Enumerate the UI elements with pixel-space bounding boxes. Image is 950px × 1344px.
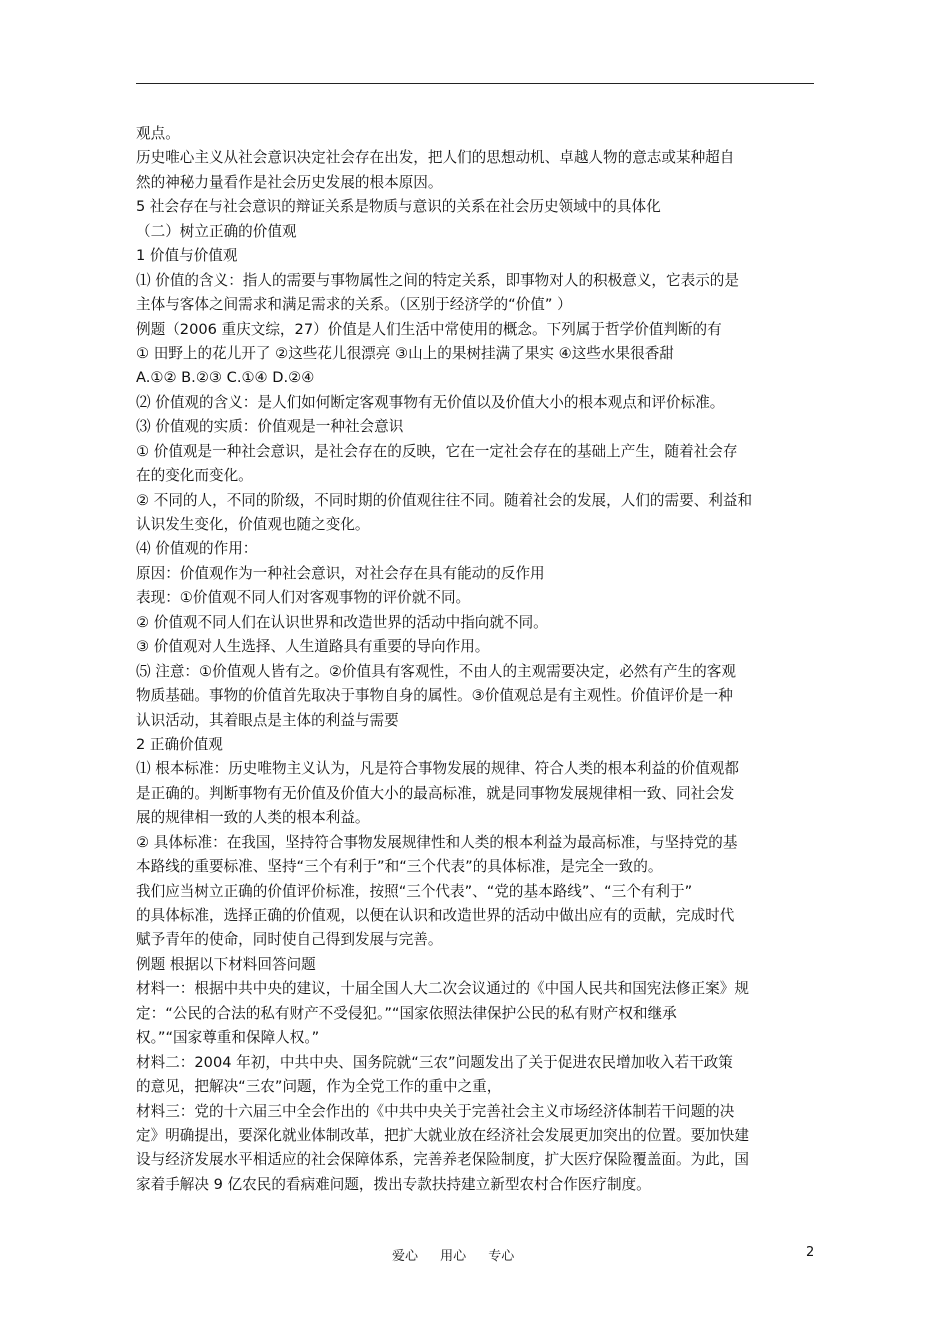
text-line: ② 不同的人，不同的阶级，不同时期的价值观往往不同。随着社会的发展，人们的需要、利益和 [136, 491, 753, 509]
text-line: 2 正确价值观 [136, 735, 223, 753]
text-line: 表现：①价值观不同人们对客观事物的评价就不同。 [136, 589, 471, 607]
text-line: ⑵ 价值观的含义：是人们如何断定客观事物有无价值以及价值大小的根本观点和评价标准。 [136, 393, 725, 411]
text-line: 例题（2006 重庆文综，27）价值是人们生活中常使用的概念。下列属于哲学价值判断的有 [136, 320, 722, 338]
text-line: 观点。 [136, 125, 180, 142]
footer-motto: 爱心 用心 专心 [392, 1249, 515, 1264]
text-line: 认识发生变化，价值观也随之变化。 [136, 516, 370, 533]
text-line: 的具体标准，选择正确的价值观，以便在认识和改造世界的活动中做出应有的贡献，完成时代 [136, 907, 735, 924]
text-line: ⑶ 价值观的实质：价值观是一种社会意识 [136, 418, 404, 436]
text-line: 的意见，把解决“三农”问题，作为全党工作的重中之重， [136, 1078, 502, 1096]
text-line: ⑷ 价值观的作用： [136, 540, 258, 558]
text-line: 我们应当树立正确的价值评价标准，按照“三个代表”、“党的基本路线”、“三个有利于” [136, 882, 693, 900]
page-number: 2 [806, 1245, 815, 1260]
text-line: ② 价值观不同人们在认识世界和改造世界的活动中指向就不同。 [136, 613, 548, 631]
text-line: 材料二：2004 年初，中共中央、国务院就“三农”问题发出了关于促进农民增加收入若干政策 [136, 1053, 733, 1071]
text-line: 主体与客体之间需求和满足需求的关系。（区别于经济学的“价值” ） [136, 296, 572, 314]
text-line: ⑴ 根本标准：历史唯物主义认为，凡是符合事物发展的规律、符合人类的根本利益的价值观都 [136, 760, 739, 778]
text-line: 在的变化而变化。 [136, 467, 253, 485]
text-line: 物质基础。事物的价值首先取决于事物自身的属性。③价值观总是有主观性。价值评价是一种 [136, 687, 733, 705]
text-line: 例题 根据以下材料回答问题 [136, 955, 316, 973]
text-line: 材料三：党的十六届三中全会作出的《中共中央关于完善社会主义市场经济体制若干问题的决 [136, 1102, 735, 1120]
text-line: ② 具体标准：在我国，坚持符合事物发展规律性和人类的根本利益为最高标准，与坚持党的基 [136, 833, 738, 851]
text-line: ① 价值观是一种社会意识，是社会存在的反映，它在一定社会存在的基础上产生，随着社会存 [136, 442, 738, 460]
text-line: 设与经济发展水平相适应的社会保障体系，完善养老保险制度，扩大医疗保险覆盖面。为此，国 [136, 1151, 749, 1169]
text-line: 历史唯心主义从社会意识决定社会存在出发，把人们的思想动机、卓越人物的意志或某种超自 [136, 149, 735, 167]
text-line: 1 价值与价值观 [136, 247, 238, 265]
text-line: 展的规律相一致的人类的根本利益。 [136, 809, 370, 827]
text-line: 认识活动，其着眼点是主体的利益与需要 [136, 711, 399, 729]
text-line: 然的神秘力量看作是社会历史发展的根本原因。 [136, 173, 443, 191]
text-line: 定：“公民的合法的私有财产不受侵犯。”“国家依照法律保护公民的私有财产权和继承 [136, 1004, 677, 1022]
text-line: 本路线的重要标准、坚持“三个有利于”和“三个代表”的具体标准，是完全一致的。 [136, 858, 663, 876]
text-line: 赋予青年的使命，同时使自己得到发展与完善。 [136, 931, 443, 949]
text-line: （二）树立正确的价值观 [136, 222, 297, 240]
text-line: 定》明确提出，要深化就业体制改革，把扩大就业放在经济社会发展更加突出的位置。要加快建 [136, 1126, 749, 1144]
header-rule [136, 83, 814, 84]
text-line: ⑸ 注意：①价值观人皆有之。②价值具有客观性，不由人的主观需要决定，必然有产生的客观 [136, 662, 736, 680]
text-line: 原因：价值观作为一种社会意识，对社会存在具有能动的反作用 [136, 564, 545, 582]
text-line: 权。”“国家尊重和保障人权。” [136, 1029, 320, 1047]
text-line: 家着手解决 9 亿农民的看病难问题，拨出专款扶持建立新型农村合作医疗制度。 [136, 1175, 651, 1193]
text-line: 5 社会存在与社会意识的辩证关系是物质与意识的关系在社会历史领域中的具体化 [136, 198, 661, 216]
text-line: ③ 价值观对人生选择、人生道路具有重要的导向作用。 [136, 638, 490, 656]
text-line: ① 田野上的花儿开了 ②这些花儿很漂亮 ③山上的果树挂满了果实 ④这些水果很香甜 [136, 344, 674, 362]
text-line: 是正确的。判断事物有无价值及价值大小的最高标准，就是同事物发展规律相一致、同社会发 [136, 784, 735, 802]
document-body [136, 122, 820, 1197]
text-line: A.①② B.②③ C.①④ D.②④ [136, 369, 315, 387]
text-line: 材料一：根据中共中央的建议，十届全国人大二次会议通过的《中国人民共和国宪法修正案》规 [136, 980, 749, 998]
text-line: ⑴ 价值的含义：指人的需要与事物属性之间的特定关系，即事物对人的积极意义，它表示的是 [136, 271, 739, 289]
